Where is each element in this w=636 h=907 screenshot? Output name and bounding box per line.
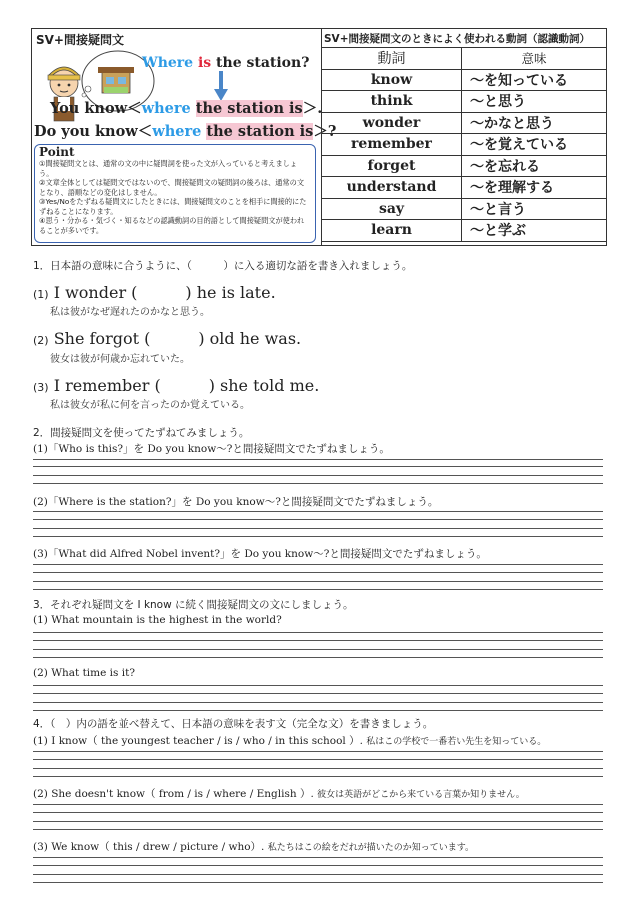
writing-line <box>33 685 603 686</box>
section4-instruction: 4．（ ）内の語を並べ替えて、日本語の意味を表す文（完全な文）を書きましょう。 <box>33 718 434 730</box>
exercise-item <box>33 373 319 396</box>
verb-row <box>322 220 607 242</box>
writing-line <box>33 572 603 573</box>
grammar-header-box <box>31 28 607 246</box>
example-question <box>142 55 309 71</box>
verb-en: forget <box>322 155 462 177</box>
writing-line <box>33 466 603 467</box>
example-statement <box>50 97 322 118</box>
question-rest: the station? <box>211 55 310 71</box>
section3-instruction: 3．それぞれ疑問文を I know に続く間接疑問文の文にしましょう。 <box>33 599 354 611</box>
statement-end: ＞. <box>302 100 323 117</box>
writing-line <box>33 693 603 694</box>
writing-line <box>33 519 603 520</box>
verb-row <box>322 155 607 177</box>
writing-line <box>33 511 603 512</box>
verb-ja: ～かなと思う <box>462 112 607 134</box>
yesno-where: where <box>152 123 202 140</box>
meaning-column-header: 意味 <box>462 48 607 70</box>
verb-en: say <box>322 198 462 220</box>
writing-line <box>33 528 603 529</box>
item-sentence: She forgot ( ) old he was. <box>53 329 302 348</box>
writing-line <box>33 702 603 703</box>
point-item: ②文章全体としては疑問文ではないので、間接疑問文の疑問詞の後ろは、通常の文となり、語順などの変化はしません。 <box>39 178 305 197</box>
exercise-prompt: (1) What mountain is the highest in the world? <box>33 614 282 626</box>
question-is: is <box>197 55 212 71</box>
writing-line <box>33 581 603 582</box>
writing-line <box>33 812 603 813</box>
verb-en: learn <box>322 220 462 242</box>
verb-ja: ～と思う <box>462 91 607 113</box>
yesno-phrase: the station is <box>206 123 314 140</box>
exercise-prompt <box>33 733 546 748</box>
verb-ja: ～と学ぶ <box>462 220 607 242</box>
verb-ja: ～を理解する <box>462 177 607 199</box>
writing-line <box>33 657 603 658</box>
exercise-item <box>33 280 276 303</box>
verb-ja: ～と言う <box>462 198 607 220</box>
item-translation: 私は彼女が私に何を言ったのか覚えている。 <box>50 400 250 411</box>
item-translation: 彼女は彼が何歳か忘れていた。 <box>50 354 190 365</box>
prompt-japanese: 彼女は英語がどこから来ている言葉か知りません。 <box>317 790 525 800</box>
statement-phrase: the station is <box>195 100 303 117</box>
item-sentence: I wonder ( ) he is late. <box>53 283 276 302</box>
writing-line <box>33 865 603 866</box>
item-translation: 私は彼がなぜ遅れたのかなと思う。 <box>50 307 210 318</box>
verb-en: wonder <box>322 112 462 134</box>
writing-line <box>33 459 603 460</box>
verb-column-header: 動詞 <box>322 48 462 70</box>
writing-line <box>33 874 603 875</box>
statement-where: where <box>141 100 191 117</box>
writing-line <box>33 564 603 565</box>
item-sentence: I remember ( ) she told me. <box>53 376 320 395</box>
exercise-prompt <box>33 786 525 801</box>
prompt-japanese: 私はこの学校で一番若い先生を知っている。 <box>366 737 547 747</box>
verb-en: understand <box>322 177 462 199</box>
item-number: (2) <box>33 334 49 347</box>
writing-line <box>33 776 603 777</box>
item-number: (3) <box>33 381 49 394</box>
exercise-prompt <box>33 839 474 854</box>
verb-table-title: SV+間接疑問文のときによく使われる動詞（認識動詞） <box>324 33 590 45</box>
section1-instruction: 1．日本語の意味に合うように、（ ）に入る適切な語を書き入れましょう。 <box>33 260 413 272</box>
yesno-lead: Do you know＜ <box>34 123 153 140</box>
writing-line <box>33 768 603 769</box>
verb-ja: ～を覚えている <box>462 134 607 156</box>
writing-line <box>33 857 603 858</box>
verb-row <box>322 69 607 91</box>
writing-line <box>33 632 603 633</box>
exercise-prompt: (2) What time is it? <box>33 667 135 679</box>
statement-lead: You know＜ <box>50 100 142 117</box>
verb-en: remember <box>322 134 462 156</box>
exercise-prompt: (2)「Where is the station?」を Do you know～?と間接疑問文でたずねましょう。 <box>33 496 439 508</box>
verb-en: know <box>322 69 462 91</box>
exercise-prompt: (3)「What did Alfred Nobel invent?」を Do you know～?と間接疑問文でたずねましょう。 <box>33 548 487 560</box>
verb-row <box>322 177 607 199</box>
left-title: SV+間接疑問文 <box>36 33 124 47</box>
point-box <box>34 144 316 243</box>
writing-line <box>33 751 603 752</box>
verb-row <box>322 134 607 156</box>
writing-line <box>33 640 603 641</box>
writing-line <box>33 536 603 537</box>
item-number: (1) <box>33 288 49 301</box>
point-title: Point <box>39 145 75 159</box>
prompt-english: (3) We know（ this / drew / picture / who）. <box>33 841 265 853</box>
writing-line <box>33 589 603 590</box>
verb-row <box>322 91 607 113</box>
writing-line <box>33 475 603 476</box>
writing-line <box>33 804 603 805</box>
verb-table <box>321 47 607 242</box>
example-yesno-question <box>34 120 336 141</box>
writing-line <box>33 821 603 822</box>
writing-line <box>33 483 603 484</box>
writing-line <box>33 759 603 760</box>
section2-instruction: 2．間接疑問文を使ってたずねてみましょう。 <box>33 427 250 439</box>
verb-ja: ～を知っている <box>462 69 607 91</box>
point-item: ④思う・分かる・気づく・知るなどの認識動詞の目的語として間接疑問文が使われることが多いです。 <box>39 216 305 235</box>
writing-line <box>33 649 603 650</box>
question-where: Where <box>142 55 198 71</box>
point-item: ①間接疑問文とは、通常の文の中に疑問詞を使った文が入っていると考えましょう。 <box>39 159 298 178</box>
writing-line <box>33 710 603 711</box>
prompt-english: (1) I know（ the youngest teacher / is / who / in this school ）. <box>33 735 363 747</box>
verb-row <box>322 198 607 220</box>
point-item: ③Yes/Noをたずねる疑問文にしたときには、間接疑問文のことを相手に間接的にたずねることになります。 <box>39 197 307 216</box>
prompt-japanese: 私たちはこの絵をだれが描いたのか知っています。 <box>267 843 475 853</box>
exercise-item <box>33 326 301 349</box>
verb-row <box>322 112 607 134</box>
prompt-english: (2) She doesn't know（ from / is / where / English ）. <box>33 788 314 800</box>
yesno-end: ＞? <box>313 123 337 140</box>
verb-ja: ～を忘れる <box>462 155 607 177</box>
writing-line <box>33 882 603 883</box>
verb-en: think <box>322 91 462 113</box>
exercise-prompt: (1)「Who is this?」を Do you know～?と間接疑問文でたずねましょう。 <box>33 443 390 455</box>
writing-line <box>33 829 603 830</box>
